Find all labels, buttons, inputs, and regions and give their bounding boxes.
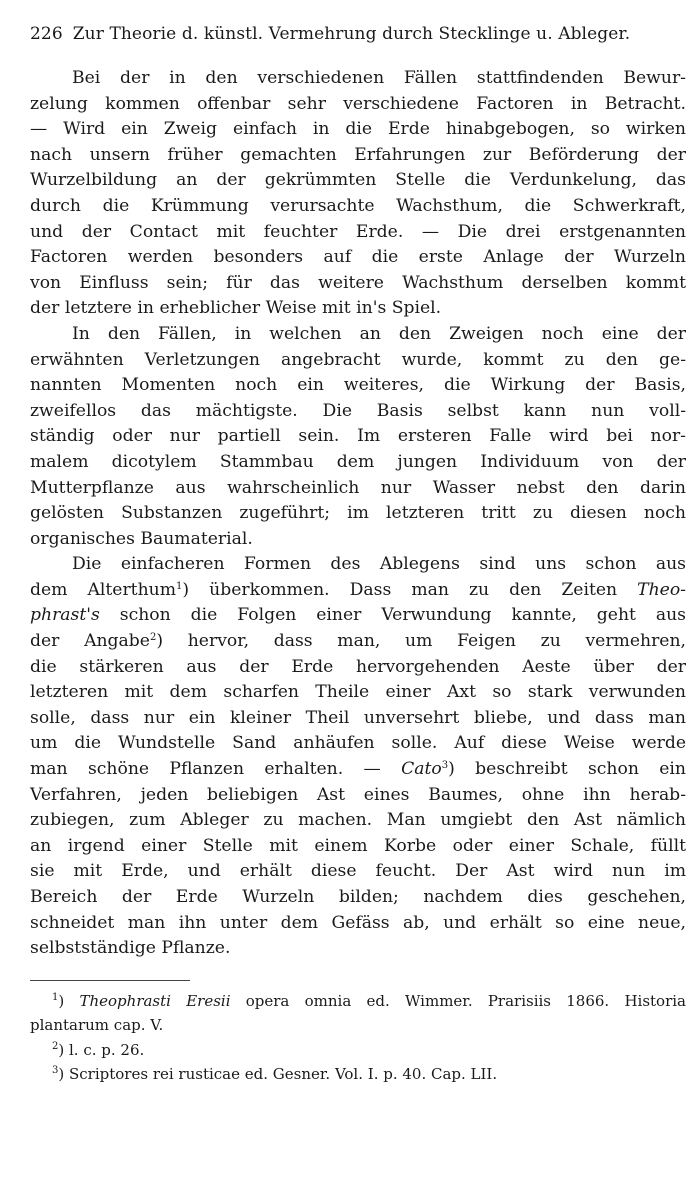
footnote-ref[interactable]: 2 [149, 632, 157, 644]
italic-name: Theophrasti Eresii [79, 991, 231, 1010]
text-segment: schon die Folgen einer Verwundung kannte, geht aus [119, 605, 686, 626]
text-line: organisches Baumaterial. [30, 528, 253, 549]
text-line: Die einfacheren Formen des Ablegens sind uns schon aus [72, 554, 686, 575]
footnote-text: Scriptores rei rusticae ed. Gesner. Vol. I. p. 40. Cap. LII. [69, 1065, 498, 1084]
body-text [30, 66, 686, 962]
italic-name: Cato [401, 759, 442, 780]
footnote-3: $^3$) Scriptores rei rusticae ed. Gesner. Vol. I. p. 40. Cap. LII. [52, 1065, 498, 1084]
text-line: sie mit Erde, und erhält diese feucht. Der Ast wird nun im [30, 861, 686, 882]
text-line: Mutterpflanze aus wahrscheinlich nur Wasser nebst den darin [30, 477, 686, 498]
text-line: letzteren mit dem scharfen Theile einer Axt so stark verwunden [30, 682, 686, 703]
text-line: solle, dass nur ein kleiner Theil unversehrt bliebe, und dass man [30, 707, 686, 728]
page-number: 226 [30, 24, 63, 44]
text-line: zweifellos das mächtigste. Die Basis selbst kann nun voll- [30, 400, 686, 421]
footnote-text: opera omnia ed. Wimmer. Prarisiis 1866. Historia [245, 991, 686, 1010]
footnotes [30, 989, 686, 1087]
text-line: nach unsern früher gemachten Erfahrungen zur Beförderung der [30, 144, 686, 165]
book-page [30, 22, 686, 1087]
text-line: Wurzelbildung an der gekrümmten Stelle die Verdunkelung, das [30, 170, 686, 191]
text-line: Bereich der Erde Wurzeln bilden; nachdem dies geschehen, [30, 887, 686, 907]
text-segment: ) überkommen. Dass man zu den Zeiten [182, 579, 618, 600]
text-line [30, 757, 686, 783]
italic-name: Theo- [637, 579, 686, 600]
text-segment: man schöne Pflanzen erhalten. — [30, 759, 381, 780]
footnote-marker: 2 [52, 1040, 59, 1052]
footnote-ref[interactable]: 1 [176, 580, 183, 592]
text-line: an irgend einer Stelle mit einem Korbe oder einer Schale, füllt [30, 835, 686, 856]
text-line: Verfahren, jeden beliebigen Ast eines Baumes, ohne ihn herab- [30, 784, 686, 805]
text-line [30, 578, 686, 604]
text-segment: der Angabe [30, 631, 150, 652]
running-title: Zur Theorie d. künstl. Vermehrung durch Stecklinge u. Ableger. [72, 24, 631, 44]
text-line: um die Wundstelle Sand anhäufen solle. Auf diese Weise werde [30, 733, 686, 754]
text-line: Bei der in den verschiedenen Fällen stattfindenden Bewur- [72, 68, 686, 88]
text-line: ständig oder nur partiell sein. Im ersteren Falle wird bei nor- [30, 426, 686, 447]
paragraph-2 [30, 322, 686, 552]
text-line: zelung kommen offenbar sehr verschiedene Factoren in Betracht. [30, 93, 686, 114]
footnote-text: l. c. p. 26. [69, 1040, 145, 1059]
paragraph-3 [30, 552, 686, 962]
text-segment: ) beschreibt schon ein [448, 759, 686, 780]
text-line: und der Contact mit feuchter Erde. — Die drei erstgenannten [30, 221, 686, 242]
running-header [30, 22, 686, 46]
text-line: malem dicotylem Stammbau dem jungen Individuum von der [30, 451, 686, 472]
footnote-ref[interactable]: 3 [441, 760, 449, 772]
text-line: schneidet man ihn unter dem Gefäss ab, und erhält so eine neue, [30, 912, 686, 933]
text-line [30, 629, 686, 655]
text-line: erwähnten Verletzungen angebracht wurde, kommt zu den ge- [30, 349, 686, 370]
italic-name: phrast's [30, 605, 100, 626]
text-segment: dem Alterthum [30, 579, 177, 600]
text-line: gelösten Substanzen zugeführt; im letzteren tritt zu diesen noch [30, 503, 686, 524]
footnote-marker: 1 [52, 991, 59, 1003]
text-segment: ) hervor, dass man, um Feigen zu vermehren, [156, 631, 687, 652]
text-line: zubiegen, zum Ableger zu machen. Man umgiebt den Ast nämlich [30, 810, 686, 831]
text-line [30, 603, 686, 629]
text-line: nannten Momenten noch ein weiteres, die Wirkung der Basis, [30, 375, 686, 396]
text-line: von Einfluss sein; für das weitere Wachsthum derselben kommt [30, 272, 686, 293]
text-line: selbstständige Pflanze. [30, 938, 231, 959]
footnote-1-continuation: plantarum cap. V. [30, 1016, 164, 1035]
text-line: Factoren werden besonders auf die erste Anlage der Wurzeln [30, 247, 686, 268]
text-line: — Wird ein Zweig einfach in die Erde hinabgebogen, so wirken [30, 119, 686, 140]
text-line: In den Fällen, in welchen an den Zweigen noch eine der [72, 323, 686, 344]
footnote-1: $^1$) Theophrasti Eresii opera omnia ed. Wimmer. Prarisiis 1866. Historia [52, 991, 686, 1010]
text-line: die stärkeren aus der Erde hervorgehenden Aeste über der [30, 656, 686, 677]
footnote-marker: 3 [52, 1065, 59, 1077]
text-line: durch die Krümmung verursachte Wachsthum, die Schwerkraft, [30, 195, 686, 216]
text-line: der letztere in erheblicher Weise mit in's Spiel. [30, 298, 442, 319]
footnote-2: $^2$) l. c. p. 26. [52, 1040, 145, 1059]
paragraph-1 [30, 66, 686, 322]
footnote-divider [30, 980, 190, 981]
